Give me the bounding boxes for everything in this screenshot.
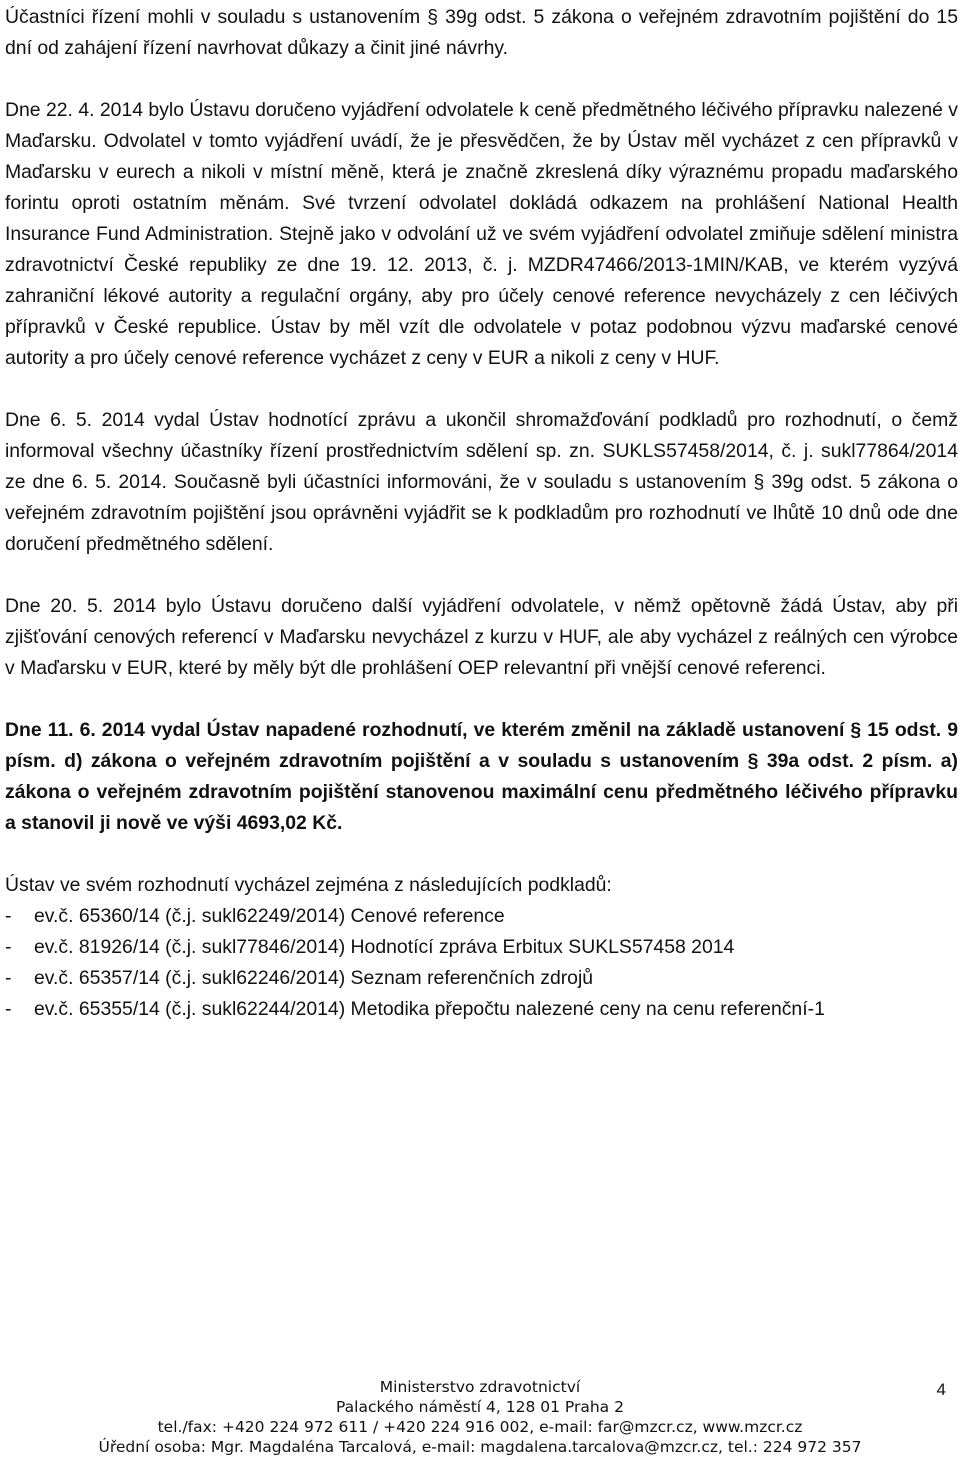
footer-official: Úřední osoba: Mgr. Magdaléna Tarcalová, e-mail: magdalena.tarcalova@mzcr.cz, tel.: 224 972 357 [98,1438,862,1456]
paragraph-further-statement: Dne 20. 5. 2014 bylo Ústavu doručeno další vyjádření odvolatele, v němž opětovně žádá Ústav, aby při zjišťování cenových referencí v Maďarsku nevycházel z kurzu v HUF, ale aby vycházel z reálných cen výrobce v Maďarsku v EUR, které by měly být dle prohlášení OEP relevantní při vnější cenové referenci. [5,595,958,679]
page-footer [0,1377,960,1457]
page-number: 4 [936,1380,946,1399]
list-item-text: ev.č. 65360/14 (č.j. sukl62249/2014) Cenové reference [34,905,505,927]
list-dash: - [5,905,12,927]
list-item [5,932,958,963]
paragraph-evaluation-report: Dne 6. 5. 2014 vydal Ústav hodnotící zprávu a ukončil shromažďování podkladů pro rozhodnutí, o čemž informoval všechny účastníky řízení prostřednictvím sdělení sp. zn. SUKLS57458/2014, č. j. sukl77864/2014 ze dne 6. 5. 2014. Současně byli účastníci informováni, že v souladu s ustanovením § 39g odst. 5 zákona o veřejném zdravotním pojištění jsou oprávněni vyjádřit se k podkladům pro rozhodnutí ve lhůtě 10 dnů ode dne doručení předmětného sdělení. [5,409,958,555]
paragraph-evidence-proposals: Účastníci řízení mohli v souladu s ustanovením § 39g odst. 5 zákona o veřejném zdravotním pojištění do 15 dní od zahájení řízení navrhovat důkazy a činit jiné návrhy. [5,6,958,59]
basis-intro: Ústav ve svém rozhodnutí vycházel zejména z následujících podkladů: [5,874,612,896]
list-item-text: ev.č. 65355/14 (č.j. sukl62244/2014) Metodika přepočtu nalezené ceny na cenu referenční-1 [34,998,825,1020]
basis-list [5,901,958,1025]
paragraph-appellant-statement: Dne 22. 4. 2014 bylo Ústavu doručeno vyjádření odvolatele k ceně předmětného léčivého přípravku nalezené v Maďarsku. Odvolatel v tomto vyjádření uvádí, že je přesvědčen, že by Ústav měl vycházet z cen přípravků v Maďarsku v eurech a nikoli v místní měně, která je značně zkreslená díky výraznému propadu maďarského forintu oproti ostatním měnám. Své tvrzení odvolatel dokládá odkazem na prohlášení National Health Insurance Fund Administration. Stejně jako v odvolání už ve svém vyjádření odvolatel zmiňuje sdělení ministra zdravotnictví České republiky ze dne 19. 12. 2013, č. j. MZDR47466/2013-1MIN/KAB, ve kterém vyzývá zahraniční lékové autority a regulační orgány, aby pro účely cenové reference nevycházely z cen léčivých přípravků v České republice. Ústav by měl vzít dle odvolatele v potaz podobnou výzvu maďarské cenové autority a pro účely cenové reference vycházet z ceny v EUR a nikoli z ceny v HUF. [5,99,958,369]
document-body [5,2,958,1025]
list-dash: - [5,998,12,1020]
list-item [5,901,958,932]
paragraph-contested-decision: Dne 11. 6. 2014 vydal Ústav napadené rozhodnutí, ve kterém změnil na základě ustanovení § 15 odst. 9 písm. d) zákona o veřejném zdravotním pojištění a v souladu s ustanovením § 39a odst. 2 písm. a) zákona o veřejném zdravotním pojištění stanovenou maximální cenu předmětného léčivého přípravku a stanovil ji nově ve výši 4693,02 Kč. [5,719,958,834]
list-item-text: ev.č. 81926/14 (č.j. sukl77846/2014) Hodnotící zpráva Erbitux SUKLS57458 2014 [34,936,735,958]
list-item [5,994,958,1025]
list-item [5,963,958,994]
footer-ministry-name: Ministerstvo zdravotnictví [379,1378,581,1396]
footer-contact: tel./fax: +420 224 972 611 / +420 224 916 002, e-mail: far@mzcr.cz, www.mzcr.cz [157,1418,803,1436]
list-dash: - [5,936,12,958]
footer-address: Palackého náměstí 4, 128 01 Praha 2 [336,1398,624,1416]
list-item-text: ev.č. 65357/14 (č.j. sukl62246/2014) Seznam referenčních zdrojů [34,967,594,989]
list-dash: - [5,967,12,989]
